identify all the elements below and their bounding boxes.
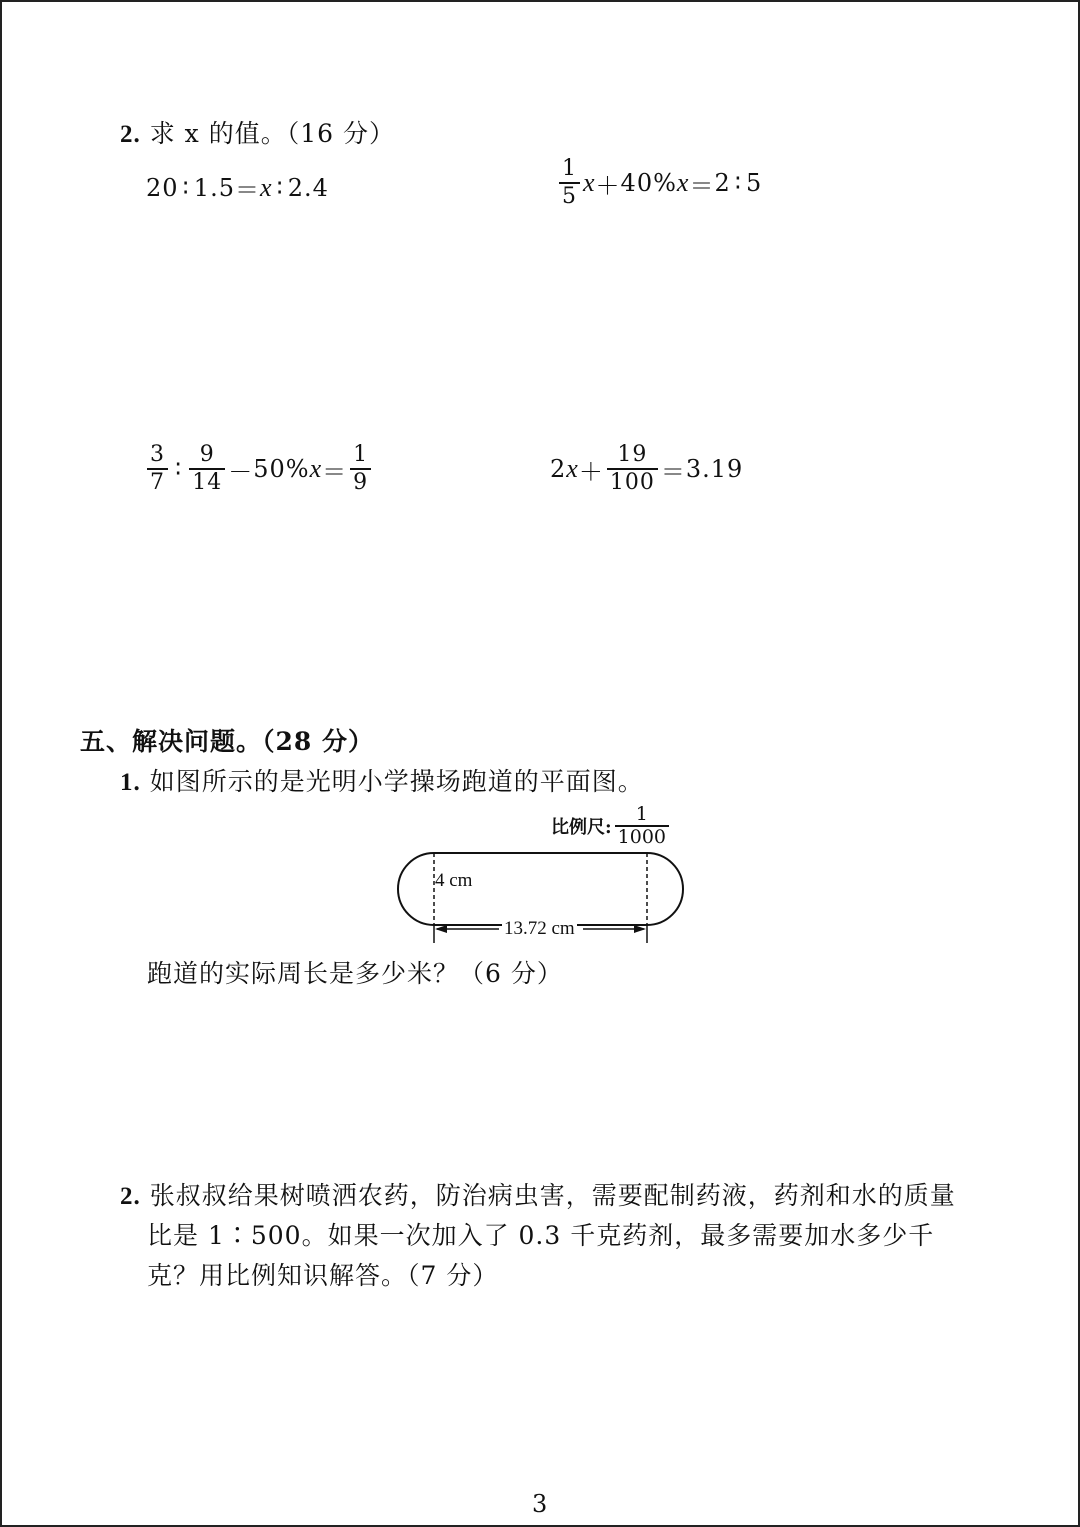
eq2-x1: x [583, 168, 596, 197]
eq3-fraction-2 [189, 442, 225, 496]
eq3-minus: － [228, 457, 254, 486]
eq3-f3-numerator: 1 [353, 442, 369, 467]
eq4-result: 3.19 [685, 455, 744, 483]
eq2-fraction [559, 156, 580, 210]
eq2-fraction-denominator: 5 [559, 182, 580, 210]
equation-1 [146, 170, 329, 205]
eq1-a: 20 [146, 173, 179, 202]
eq4-coefficient: 2 [550, 455, 567, 483]
eq2-x2: x [676, 168, 690, 197]
eq3-f3-denominator: 9 [350, 468, 371, 496]
eq3-fraction-1 [147, 442, 168, 496]
eq2-equals: ＝ [689, 171, 715, 200]
eq3-f1-denominator: 7 [147, 468, 168, 496]
eq1-colon1: ∶ [182, 173, 190, 202]
q2-title: 求 x 的值。（16 分） [149, 119, 395, 148]
eq2-r2: 5 [745, 169, 763, 197]
eq1-colon2: ∶ [276, 173, 284, 202]
eq3-percent: 50% [253, 455, 310, 483]
eq2-r1: 2 [714, 169, 731, 197]
eq4-fraction-denominator: 100 [607, 468, 658, 496]
scale-fraction [615, 804, 669, 848]
problem-1-text: 如图所示的是光明小学操场跑道的平面图。 [149, 767, 644, 796]
eq2-fraction-numerator: 1 [562, 156, 577, 181]
problem-2-line-1 [120, 1176, 956, 1217]
track-width-label: 4 cm [435, 870, 473, 891]
track-length-label: 13.72 cm [504, 918, 575, 939]
problem-2-line-2: 比是 1∶500。如果一次加入了 0.3 千克药剂，最多需要加水多少千 [147, 1221, 935, 1250]
scale-denominator: 1000 [615, 825, 669, 848]
eq4-x: x [566, 454, 579, 483]
eq3-f2-denominator: 14 [189, 468, 225, 496]
scale-numerator: 1 [635, 803, 648, 825]
problem-1-prompt [120, 762, 644, 798]
q2-number: 2. [120, 121, 141, 148]
problem-2-line-3: 克？用比例知识解答。（7 分） [147, 1261, 499, 1290]
eq1-x: x [259, 172, 273, 202]
problem-2-line-1-text: 张叔叔给果树喷洒农药，防治病虫害，需要配制药液，药剂和水的质量 [149, 1181, 956, 1210]
eq2-percent: 40% [620, 169, 677, 197]
scale-label [551, 804, 672, 848]
problem-1-number: 1. [120, 769, 141, 796]
equation-4 [550, 442, 743, 496]
eq4-fraction-numerator: 19 [617, 442, 648, 467]
eq4-fraction [607, 442, 658, 496]
eq4-equals: ＝ [660, 457, 686, 486]
eq3-fraction-3 [350, 442, 371, 496]
dimension-arrow-left [435, 925, 447, 933]
scale-label-text: 比例尺: [551, 817, 612, 838]
problem-1-question: 跑道的实际周长是多少米？（6 分） [147, 959, 563, 988]
eq2-plus: ＋ [595, 171, 621, 200]
eq3-f1-numerator: 3 [150, 442, 165, 467]
page-number: 3 [532, 1490, 548, 1518]
q2-heading [120, 114, 395, 150]
eq3-equals: ＝ [322, 457, 348, 486]
problem-2-number: 2. [120, 1183, 141, 1210]
eq1-equals: ＝ [234, 176, 260, 204]
eq2-colon: ∶ [734, 169, 742, 197]
dimension-arrow-right [634, 925, 646, 933]
eq3-f2-numerator: 9 [199, 442, 215, 467]
eq4-plus: ＋ [578, 457, 604, 486]
eq1-c: 2.4 [287, 173, 329, 202]
section-5-title: 五、解决问题。（28 分） [80, 727, 374, 756]
eq3-x: x [309, 454, 323, 483]
eq3-colon: ∶ [175, 455, 183, 483]
equation-2 [556, 156, 762, 210]
eq1-b: 1.5 [193, 173, 235, 202]
equation-3 [144, 442, 374, 496]
